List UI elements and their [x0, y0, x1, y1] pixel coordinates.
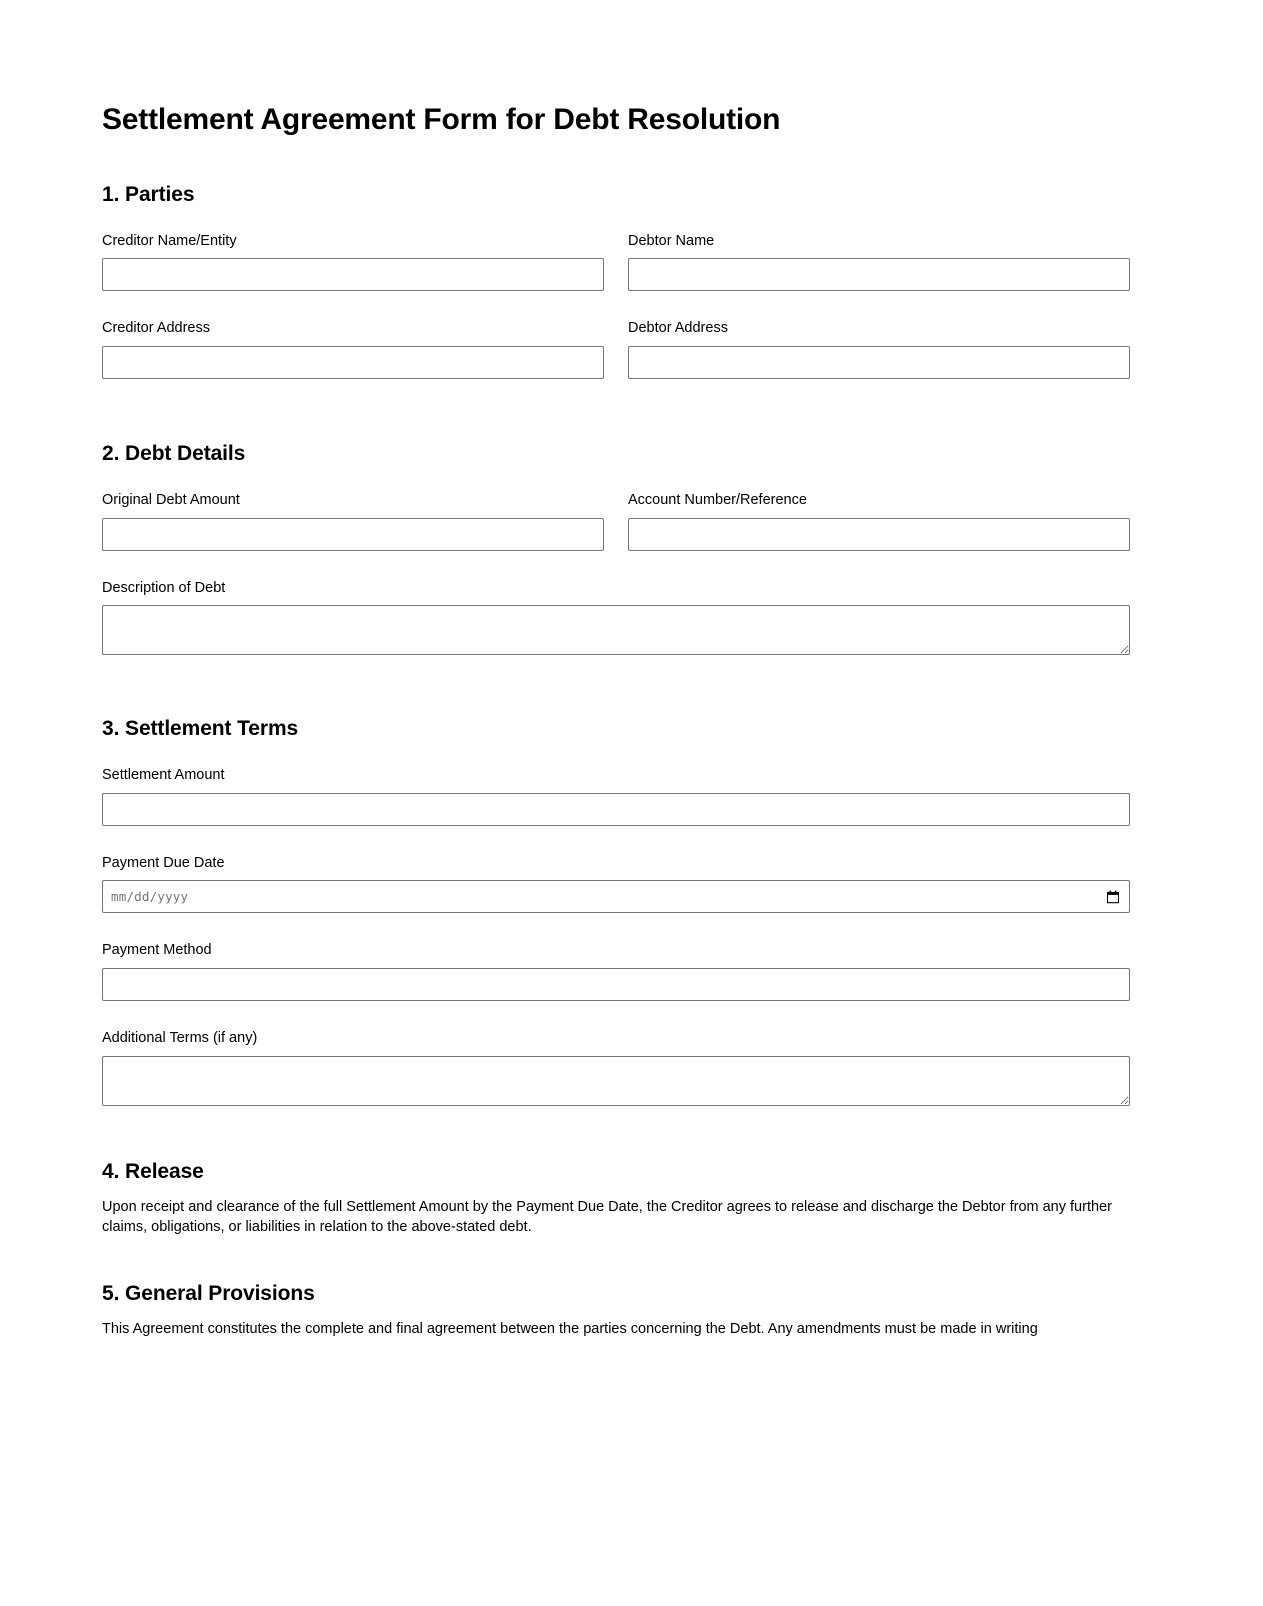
- field-description-of-debt: [102, 579, 1130, 656]
- creditor-address-input[interactable]: [102, 346, 604, 379]
- field-debtor-name: [628, 232, 1130, 292]
- label-original-debt-amount: Original Debt Amount: [102, 492, 240, 508]
- section-heading-general-provisions: 5. General Provisions: [102, 1281, 315, 1305]
- section-heading-debt-details: 2. Debt Details: [102, 441, 246, 465]
- section-release: [102, 1159, 1130, 1238]
- section-general-provisions: [102, 1281, 1130, 1338]
- payment-method-input[interactable]: [102, 968, 1130, 1001]
- creditor-name-input[interactable]: [102, 258, 604, 291]
- field-creditor-name: [102, 232, 604, 292]
- field-additional-terms: [102, 1029, 1130, 1106]
- payment-due-date-input[interactable]: [102, 880, 1130, 913]
- label-creditor-name: Creditor Name/Entity: [102, 232, 237, 249]
- label-account-number: Account Number/Reference: [628, 492, 807, 508]
- account-number-input[interactable]: [628, 518, 1130, 551]
- label-settlement-amount: Settlement Amount: [102, 767, 225, 784]
- page-title: Settlement Agreement Form for Debt Resolution: [102, 103, 781, 136]
- original-debt-amount-input[interactable]: [102, 518, 604, 551]
- general-provisions-paragraph: This Agreement constitutes the complete and final agreement between the parties concerning the Debt. Any amendments must be made in writing: [102, 1321, 1038, 1338]
- label-description-of-debt: Description of Debt: [102, 579, 226, 596]
- field-settlement-amount: [102, 766, 1130, 826]
- release-paragraph: Upon receipt and clearance of the full Settlement Amount by the Payment Due Date, the Creditor agrees to release and discharge the Debtor from any further claims, obligations, or liabilities in relation to the above-stated debt.: [102, 1198, 1112, 1236]
- label-debtor-name: Debtor Name: [628, 232, 715, 249]
- field-creditor-address: [102, 319, 604, 379]
- description-of-debt-textarea[interactable]: [102, 605, 1130, 655]
- field-payment-due-date: [102, 854, 1130, 914]
- section-debt-details: [102, 441, 1130, 655]
- field-payment-method: [102, 941, 1130, 1001]
- label-creditor-address: Creditor Address: [102, 320, 210, 337]
- label-additional-terms: Additional Terms (if any): [102, 1030, 258, 1046]
- parties-name-row: [102, 232, 1130, 292]
- parties-address-row: [102, 319, 1130, 379]
- section-parties: [102, 182, 1130, 379]
- debtor-address-input[interactable]: [628, 346, 1130, 379]
- payment-due-date-wrapper: [102, 880, 1130, 913]
- section-heading-release: 4. Release: [102, 1159, 204, 1183]
- label-payment-due-date: Payment Due Date: [102, 854, 225, 871]
- field-account-number: [628, 491, 1130, 551]
- debtor-name-input[interactable]: [628, 258, 1130, 291]
- section-settlement-terms: [102, 716, 1130, 1105]
- field-debtor-address: [628, 319, 1130, 379]
- settlement-amount-input[interactable]: [102, 793, 1130, 826]
- label-debtor-address: Debtor Address: [628, 320, 728, 337]
- field-original-debt-amount: [102, 491, 604, 551]
- debt-amount-row: [102, 491, 1130, 551]
- general-provisions-clip: [102, 1319, 1130, 1338]
- additional-terms-textarea[interactable]: [102, 1056, 1130, 1106]
- label-payment-method: Payment Method: [102, 942, 212, 959]
- section-heading-settlement-terms: 3. Settlement Terms: [102, 717, 299, 741]
- section-heading-parties: 1. Parties: [102, 182, 195, 206]
